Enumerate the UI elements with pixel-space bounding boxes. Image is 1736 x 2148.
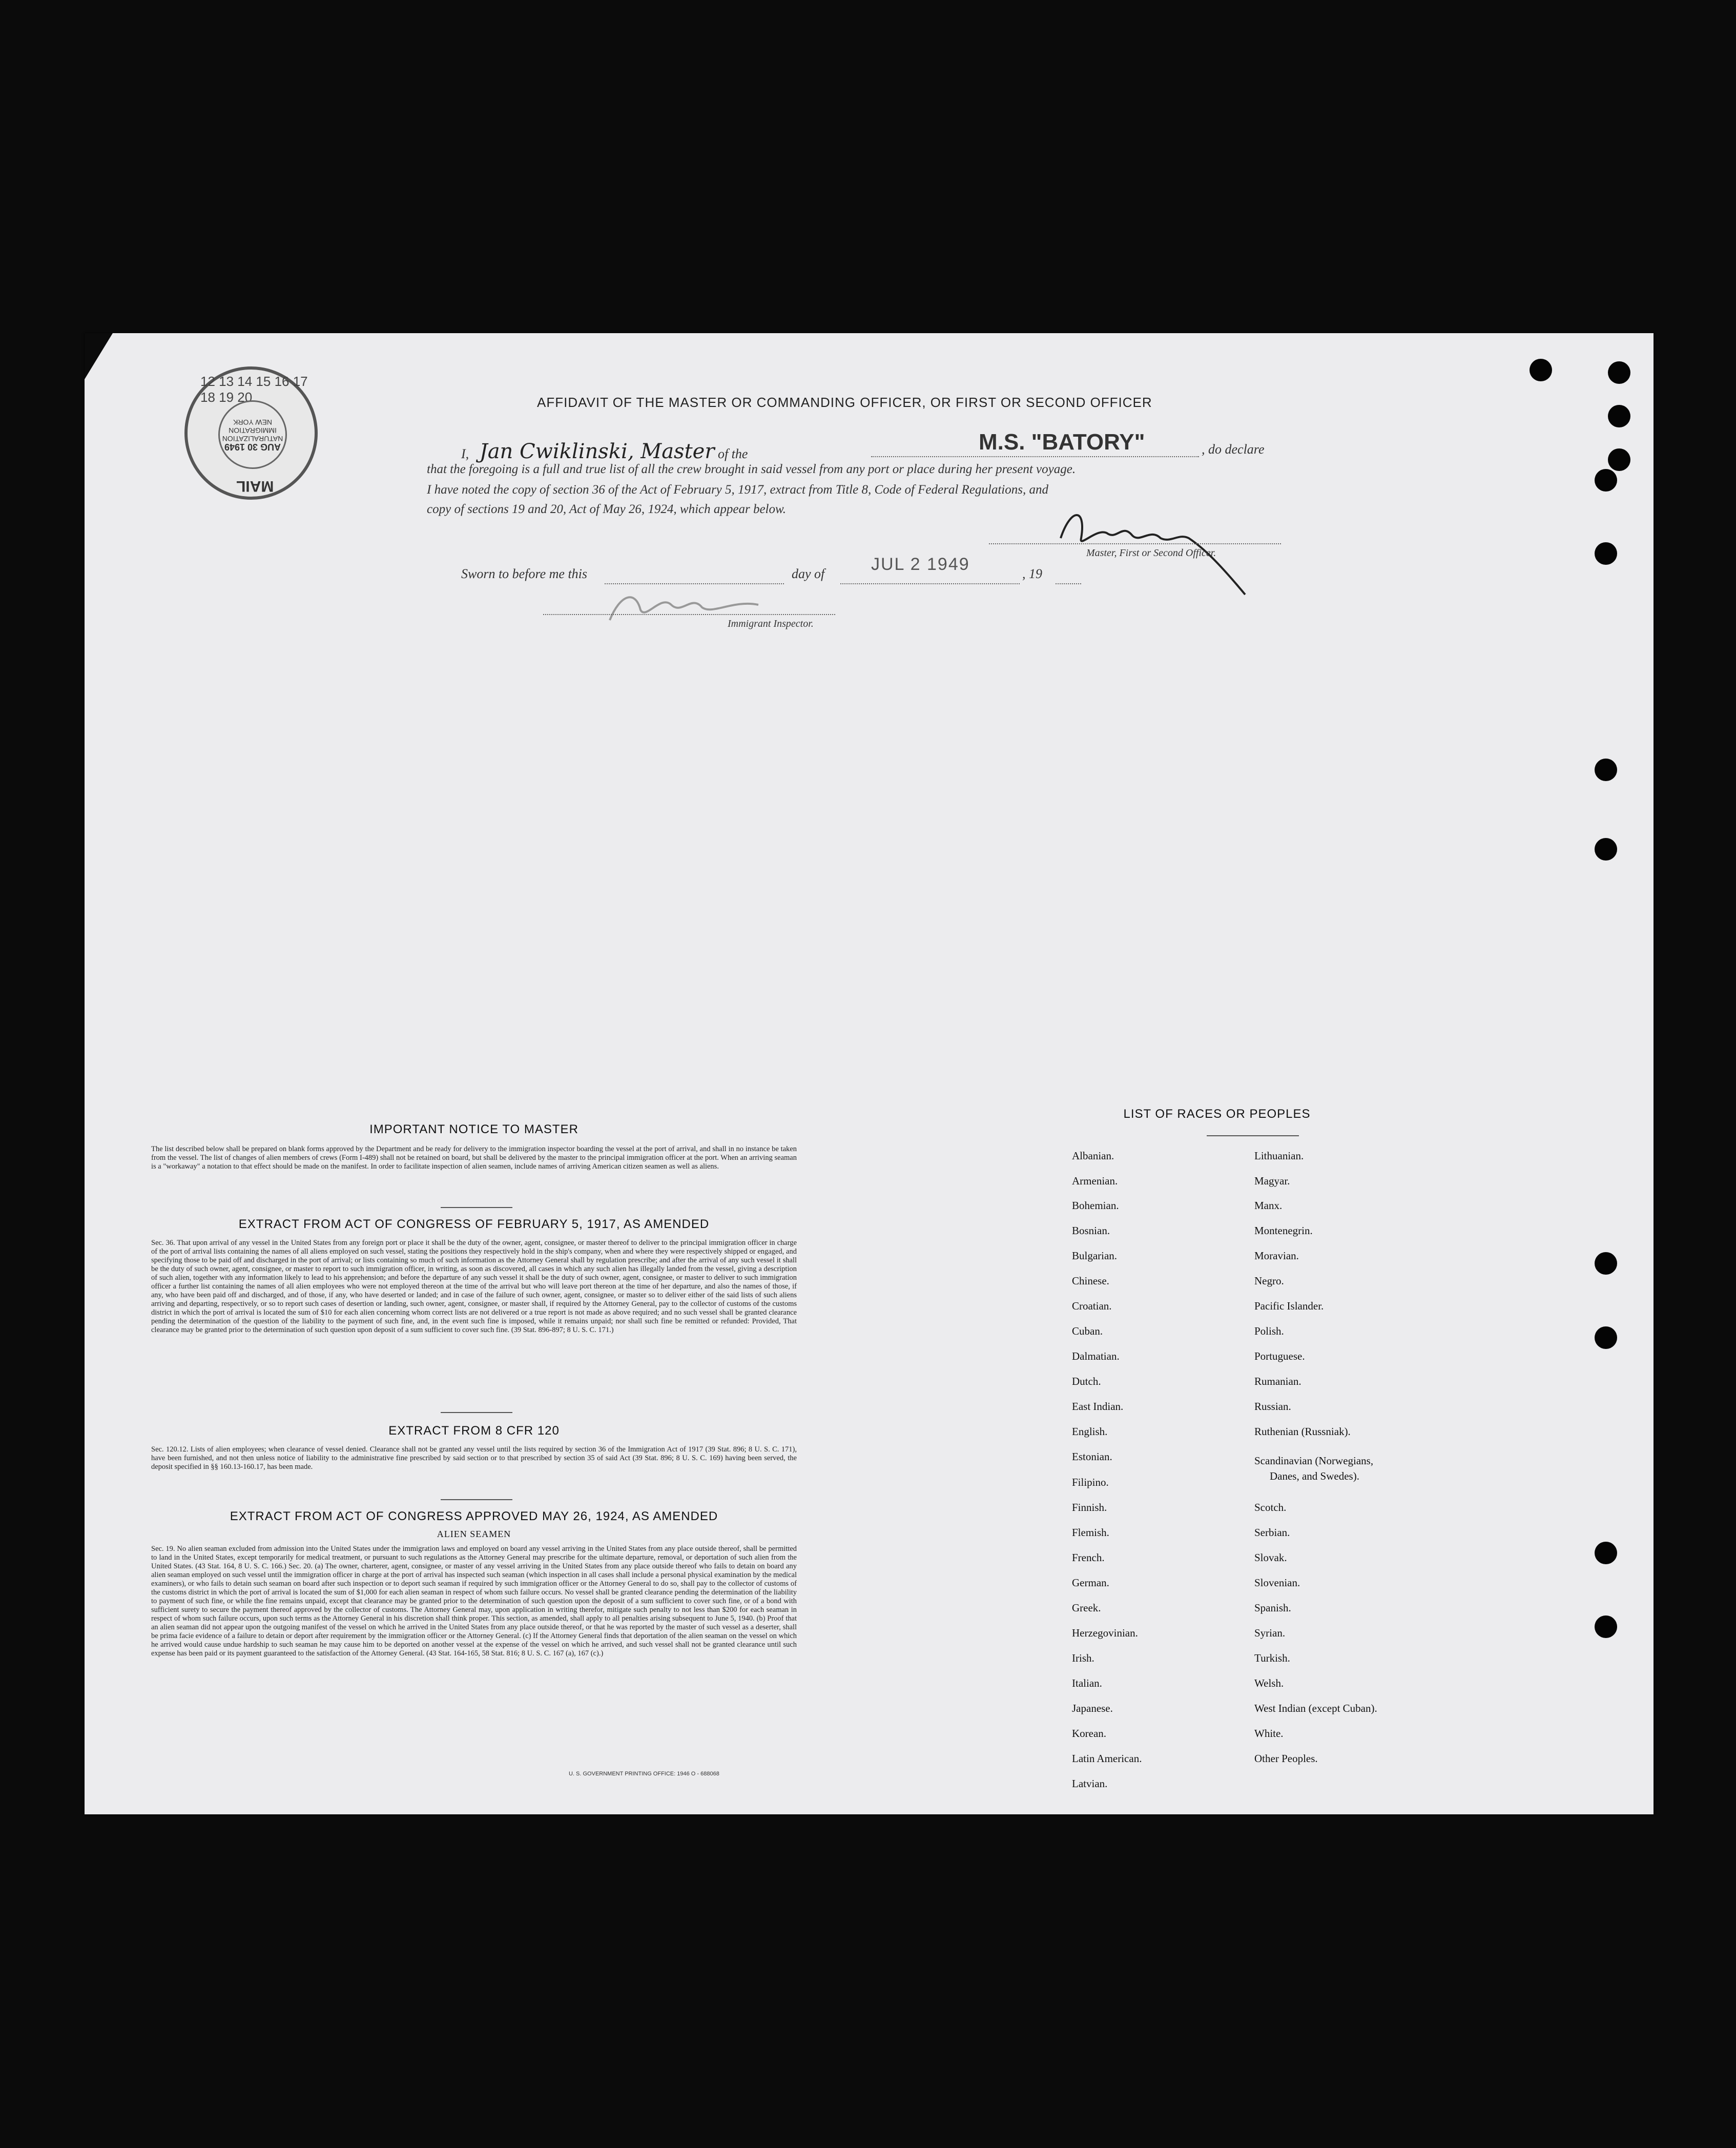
race-item: Ruthenian (Russniak). <box>1254 1425 1351 1438</box>
divider-rule <box>441 1412 512 1413</box>
race-item: Italian. <box>1072 1677 1102 1689</box>
sworn-month-line <box>840 583 1020 584</box>
year-label: , 19 <box>1022 566 1042 581</box>
punch-hole <box>1608 405 1630 427</box>
race-item: Lithuanian. <box>1254 1150 1304 1162</box>
inspector-signature-line <box>543 614 835 615</box>
date-stamp: JUL 2 1949 <box>871 555 970 574</box>
affidavit-line-3: I have noted the copy of section 36 of the Act of February 5, 1917, extract from Title 8, Code of Federal Regulations, and <box>427 483 1048 497</box>
race-item: Montenegrin. <box>1254 1224 1313 1237</box>
affidavit-line-1 <box>461 440 1291 463</box>
race-item: Latin American. <box>1072 1752 1142 1765</box>
punch-hole <box>1595 1326 1617 1349</box>
race-item: Japanese. <box>1072 1702 1113 1714</box>
punch-hole <box>1595 542 1617 565</box>
race-item: Welsh. <box>1254 1677 1284 1689</box>
race-item: Portuguese. <box>1254 1350 1305 1362</box>
race-item: Dutch. <box>1072 1375 1101 1387</box>
punch-hole <box>1608 448 1630 471</box>
vessel-line <box>871 456 1199 457</box>
affidavit-line-4: copy of sections 19 and 20, Act of May 26, 1924, which appear below. <box>427 502 787 516</box>
race-item: East Indian. <box>1072 1400 1124 1413</box>
race-item: Danes, and Swedes). <box>1270 1470 1359 1482</box>
master-name: Jan Cwiklinski, Master <box>479 440 715 463</box>
extract-1917-body: Sec. 36. That upon arrival of any vessel in the United States from any foreign port or place it shall be the duty of the owner, agent, consignee, or master thereof to deliver to the principal immigration officer in charge of the port of arrival lists containing the names of all aliens employed on such vessel, stating the positions they respectively hold in the ship's company, when and where they were respectively shipped or engaged, and specifying those to be paid off and discharged in the port of arrival; or lists containing so much of such information as the Attorney General shall by regulation prescribe; and after the arrival of any such vessel it shall be the duty of such owner, agent, consignee, or master to report to such immigration officer, in writing, as soon as discovered, all cases in which any such alien has illegally landed from the vessel, giving a description of such alien, together with any information likely to lead to his apprehension; and before the departure of any such vessel it shall be the duty of such owner, agent, consignee, or master to deliver to such immigration officer a further list containing the names of all alien employees who were not employed thereon at the time of the arrival but who will leave port thereon at the time of her departure, and also the names of those, if any, who have been paid off and discharged, and of those, if any, who have deserted or landed; and in case of the failure of such owner, agent, consignee, or master so to deliver either of the said lists of such aliens arriving and departing, respectively, or so to report such cases of desertion or landing, such owner, agent, consignee, or master shall, if required by the Attorney General, pay to the collector of customs of the customs district in which the port of arrival is located the sum of $10 for each alien concerning whom correct lists are not delivered or a true report is not made as above required; and no such vessel shall be granted clearance pending the determination of the question of the liability to the payment of such fine, and, in the event such fine is imposed, while it remains unpaid; nor shall such fine be remitted or refunded: Provided, That clearance may be granted prior to the determination of such question upon deposit of a sum sufficient to cover such fine. (39 Stat. 896-897; 8 U. S. C. 171.) <box>151 1239 797 1334</box>
race-item: Syrian. <box>1254 1627 1286 1639</box>
corner-cut <box>85 333 113 379</box>
race-item: Bohemian. <box>1072 1199 1119 1212</box>
races-heading-rule <box>1207 1135 1299 1136</box>
race-item: White. <box>1254 1727 1284 1740</box>
day-of-label: day of <box>792 566 825 581</box>
vessel-name: M.S. "BATORY" <box>979 429 1145 455</box>
race-item: Filipino. <box>1072 1476 1109 1488</box>
extract-cfr-heading: EXTRACT FROM 8 CFR 120 <box>388 1424 560 1438</box>
race-item: Herzegovinian. <box>1072 1627 1138 1639</box>
race-item: Greek. <box>1072 1602 1101 1614</box>
postmark-stamp <box>184 366 318 500</box>
race-item: Finnish. <box>1072 1501 1107 1513</box>
race-item: Spanish. <box>1254 1602 1291 1614</box>
extract-cfr-block <box>151 1424 797 1471</box>
race-item: Slovenian. <box>1254 1577 1300 1589</box>
affidavit-title: AFFIDAVIT OF THE MASTER OR COMMANDING OFFICER, OR FIRST OR SECOND OFFICER <box>537 395 1152 410</box>
officer-caption: Master, First or Second Officer. <box>1086 547 1216 559</box>
notice-block <box>151 1122 797 1171</box>
stamp-mail-label: MAIL <box>236 478 274 495</box>
race-item: Turkish. <box>1254 1652 1290 1664</box>
divider-rule <box>441 1499 512 1500</box>
punch-hole <box>1595 469 1617 492</box>
race-item: Slovak. <box>1254 1551 1287 1564</box>
extract-1924-body: Sec. 19. No alien seaman excluded from admission into the United States under the immigration laws and employed on board any vessel arriving in the United States from any place outside thereof, shall be permitted to land in the United States, except temporarily for medical treatment, or pursuant to such regulations as the Attorney General may prescribe for the ultimate departure, removal, or deportation of such alien from the United States. (43 Stat. 164, 8 U. S. C. 166.) Sec. 20. (a) The owner, charterer, agent, consignee, or master of any vessel arriving in the United States from any place outside thereof who fails to detain on board any alien seaman employed on such vessel until the immigration officer in charge at the port of arrival has inspected such seaman (which inspection in all cases shall include a personal physical examination by the medical examiners), or who fails to detain such seaman on board after such inspection or to deport such seaman if required by such immigration officer or the Attorney General to do so, shall pay to the collector of customs of the customs district in which the port of arrival is located the sum of $1,000 for each alien seaman in respect of whom such failure occurs. No vessel shall be granted clearance pending the determination of the liability to payment of such fine, or while the fine remains unpaid, except that clearance may be granted prior to the determination of such question upon the deposit of a sum sufficient to cover such fine, or of a bond with sufficient surety to secure the payment thereof approved by the collector of customs. The Attorney General may, upon application in writing therefor, mitigate such penalty to not less than $200 for each seaman in respect of whom such failure occurs, upon such terms as the Attorney General in his discretion shall think proper. This section, as amended, shall apply to all penalties arising subsequent to June 5, 1940. (b) Proof that an alien seaman did not appear upon the outgoing manifest of the vessel on which he arrived in the United States from any place outside thereof, or that he was reported by the master of such vessel as a deserter, shall be prima facie evidence of a failure to detain or deport after requirement by the immigration officer or the Attorney General. (c) If the Attorney General finds that deportation of the alien seaman on the vessel on which he arrived would cause undue hardship to such seaman he may cause him to be deported on another vessel at the expense of the vessel on which he arrived, and such vessel shall not be granted clearance until such expense has been paid or its payment guaranteed to the satisfaction of the Attorney General. (43 Stat. 164-165, 58 Stat. 816; 8 U. S. C. 167 (a), 167 (c).) <box>151 1545 797 1658</box>
race-item: West Indian (except Cuban). <box>1254 1702 1377 1714</box>
race-item: Cuban. <box>1072 1325 1103 1337</box>
punch-hole <box>1595 1542 1617 1564</box>
officer-signature-line <box>989 543 1281 544</box>
race-item: Albanian. <box>1072 1150 1114 1162</box>
stamp-ring-text: 12 13 14 15 16 17 18 19 20 <box>200 374 308 405</box>
notice-body: The list described below shall be prepared on blank forms approved by the Department and be ready for delivery to the immigration inspector boarding the vessel at the port of arrival, and shall in no instance be taken from the vessel. The list of changes of alien members of crews (Form I-489) shall not be retained on board, but shall be delivered by the master to the principal immigration officer at the port. When an arriving seaman is a "workaway" a notation to that effect should be made on the manifest. In order to facilitate inspection of alien seamen, include names of arriving American citizen seamen as well as aliens. <box>151 1145 797 1171</box>
extract-1917-heading: EXTRACT FROM ACT OF CONGRESS OF FEBRUARY 5, 1917, AS AMENDED <box>238 1217 710 1231</box>
race-item: Flemish. <box>1072 1526 1109 1539</box>
race-item: French. <box>1072 1551 1105 1564</box>
races-heading: LIST OF RACES OR PEOPLES <box>1123 1107 1311 1121</box>
race-item: Latvian. <box>1072 1777 1108 1790</box>
race-item: Scandinavian (Norwegians, <box>1254 1455 1374 1467</box>
race-item: Armenian. <box>1072 1175 1118 1187</box>
race-item: Serbian. <box>1254 1526 1290 1539</box>
race-item: Negro. <box>1254 1275 1284 1287</box>
stamp-line: NATURALIZATION <box>222 435 283 443</box>
punch-hole <box>1595 1252 1617 1275</box>
inspector-caption: Immigrant Inspector. <box>728 618 814 629</box>
extract-1924-heading: EXTRACT FROM ACT OF CONGRESS APPROVED MAY 26, 1924, AS AMENDED <box>230 1509 718 1523</box>
master-signature <box>1050 492 1266 600</box>
race-item: Irish. <box>1072 1652 1094 1664</box>
race-item: Bosnian. <box>1072 1224 1110 1237</box>
punch-hole <box>1530 359 1552 381</box>
notice-heading: IMPORTANT NOTICE TO MASTER <box>369 1122 578 1136</box>
race-item: Chinese. <box>1072 1275 1109 1287</box>
extract-1924-block <box>151 1509 797 1658</box>
race-item: Bulgarian. <box>1072 1250 1118 1262</box>
of-the-label: of the <box>717 446 748 461</box>
race-item: Korean. <box>1072 1727 1107 1740</box>
race-item: Manx. <box>1254 1199 1283 1212</box>
race-item: Russian. <box>1254 1400 1291 1413</box>
race-item: English. <box>1072 1425 1108 1438</box>
extract-1924-subheading: ALIEN SEAMEN <box>437 1529 511 1539</box>
stamp-center <box>218 400 287 469</box>
declarant-prefix: I, <box>461 446 469 461</box>
race-item: Other Peoples. <box>1254 1752 1318 1765</box>
stamp-date: AUG 30 1949 <box>224 442 281 452</box>
divider-rule <box>441 1207 512 1208</box>
punch-hole <box>1595 759 1617 781</box>
race-item: Pacific Islander. <box>1254 1300 1324 1312</box>
race-item: Rumanian. <box>1254 1375 1301 1387</box>
extract-1917-block <box>151 1217 797 1335</box>
race-item: Estonian. <box>1072 1450 1112 1463</box>
declare-label: , do declare <box>1202 442 1265 457</box>
punch-hole <box>1595 838 1617 861</box>
sworn-label: Sworn to before me this <box>461 566 588 581</box>
race-item: Moravian. <box>1254 1250 1299 1262</box>
affidavit-line-2: that the foregoing is a full and true list of all the crew brought in said vessel from any port or place during her present voyage. <box>427 462 1076 476</box>
punch-hole <box>1608 361 1630 384</box>
stamp-line: IMMIGRATION <box>229 426 277 435</box>
printer-imprint: U. S. GOVERNMENT PRINTING OFFICE: 1946 O - 688068 <box>569 1771 719 1777</box>
race-item: Polish. <box>1254 1325 1284 1337</box>
punch-hole <box>1595 1615 1617 1638</box>
stamp-line: NEW YORK <box>233 418 272 426</box>
race-item: German. <box>1072 1577 1109 1589</box>
race-item: Scotch. <box>1254 1501 1287 1513</box>
race-item: Dalmatian. <box>1072 1350 1120 1362</box>
sworn-year-line <box>1056 583 1081 584</box>
race-item: Croatian. <box>1072 1300 1112 1312</box>
extract-cfr-body: Sec. 120.12. Lists of alien employees; when clearance of vessel denied. Clearance shall not be granted any vessel until the lists required by section 36 of the Immigration Act of 1917 (39 Stat. 896; 8 U. S. C. 171), have been furnished, and not then unless notice of liability to the administrative fine prescribed by said section or to that prescribed by section 35 of said Act (39 Stat. 896; 8 U. S. C. 169) having been served, the deposit specified in §§ 160.13-160.17, has been made. <box>151 1445 797 1471</box>
race-item: Magyar. <box>1254 1175 1290 1187</box>
